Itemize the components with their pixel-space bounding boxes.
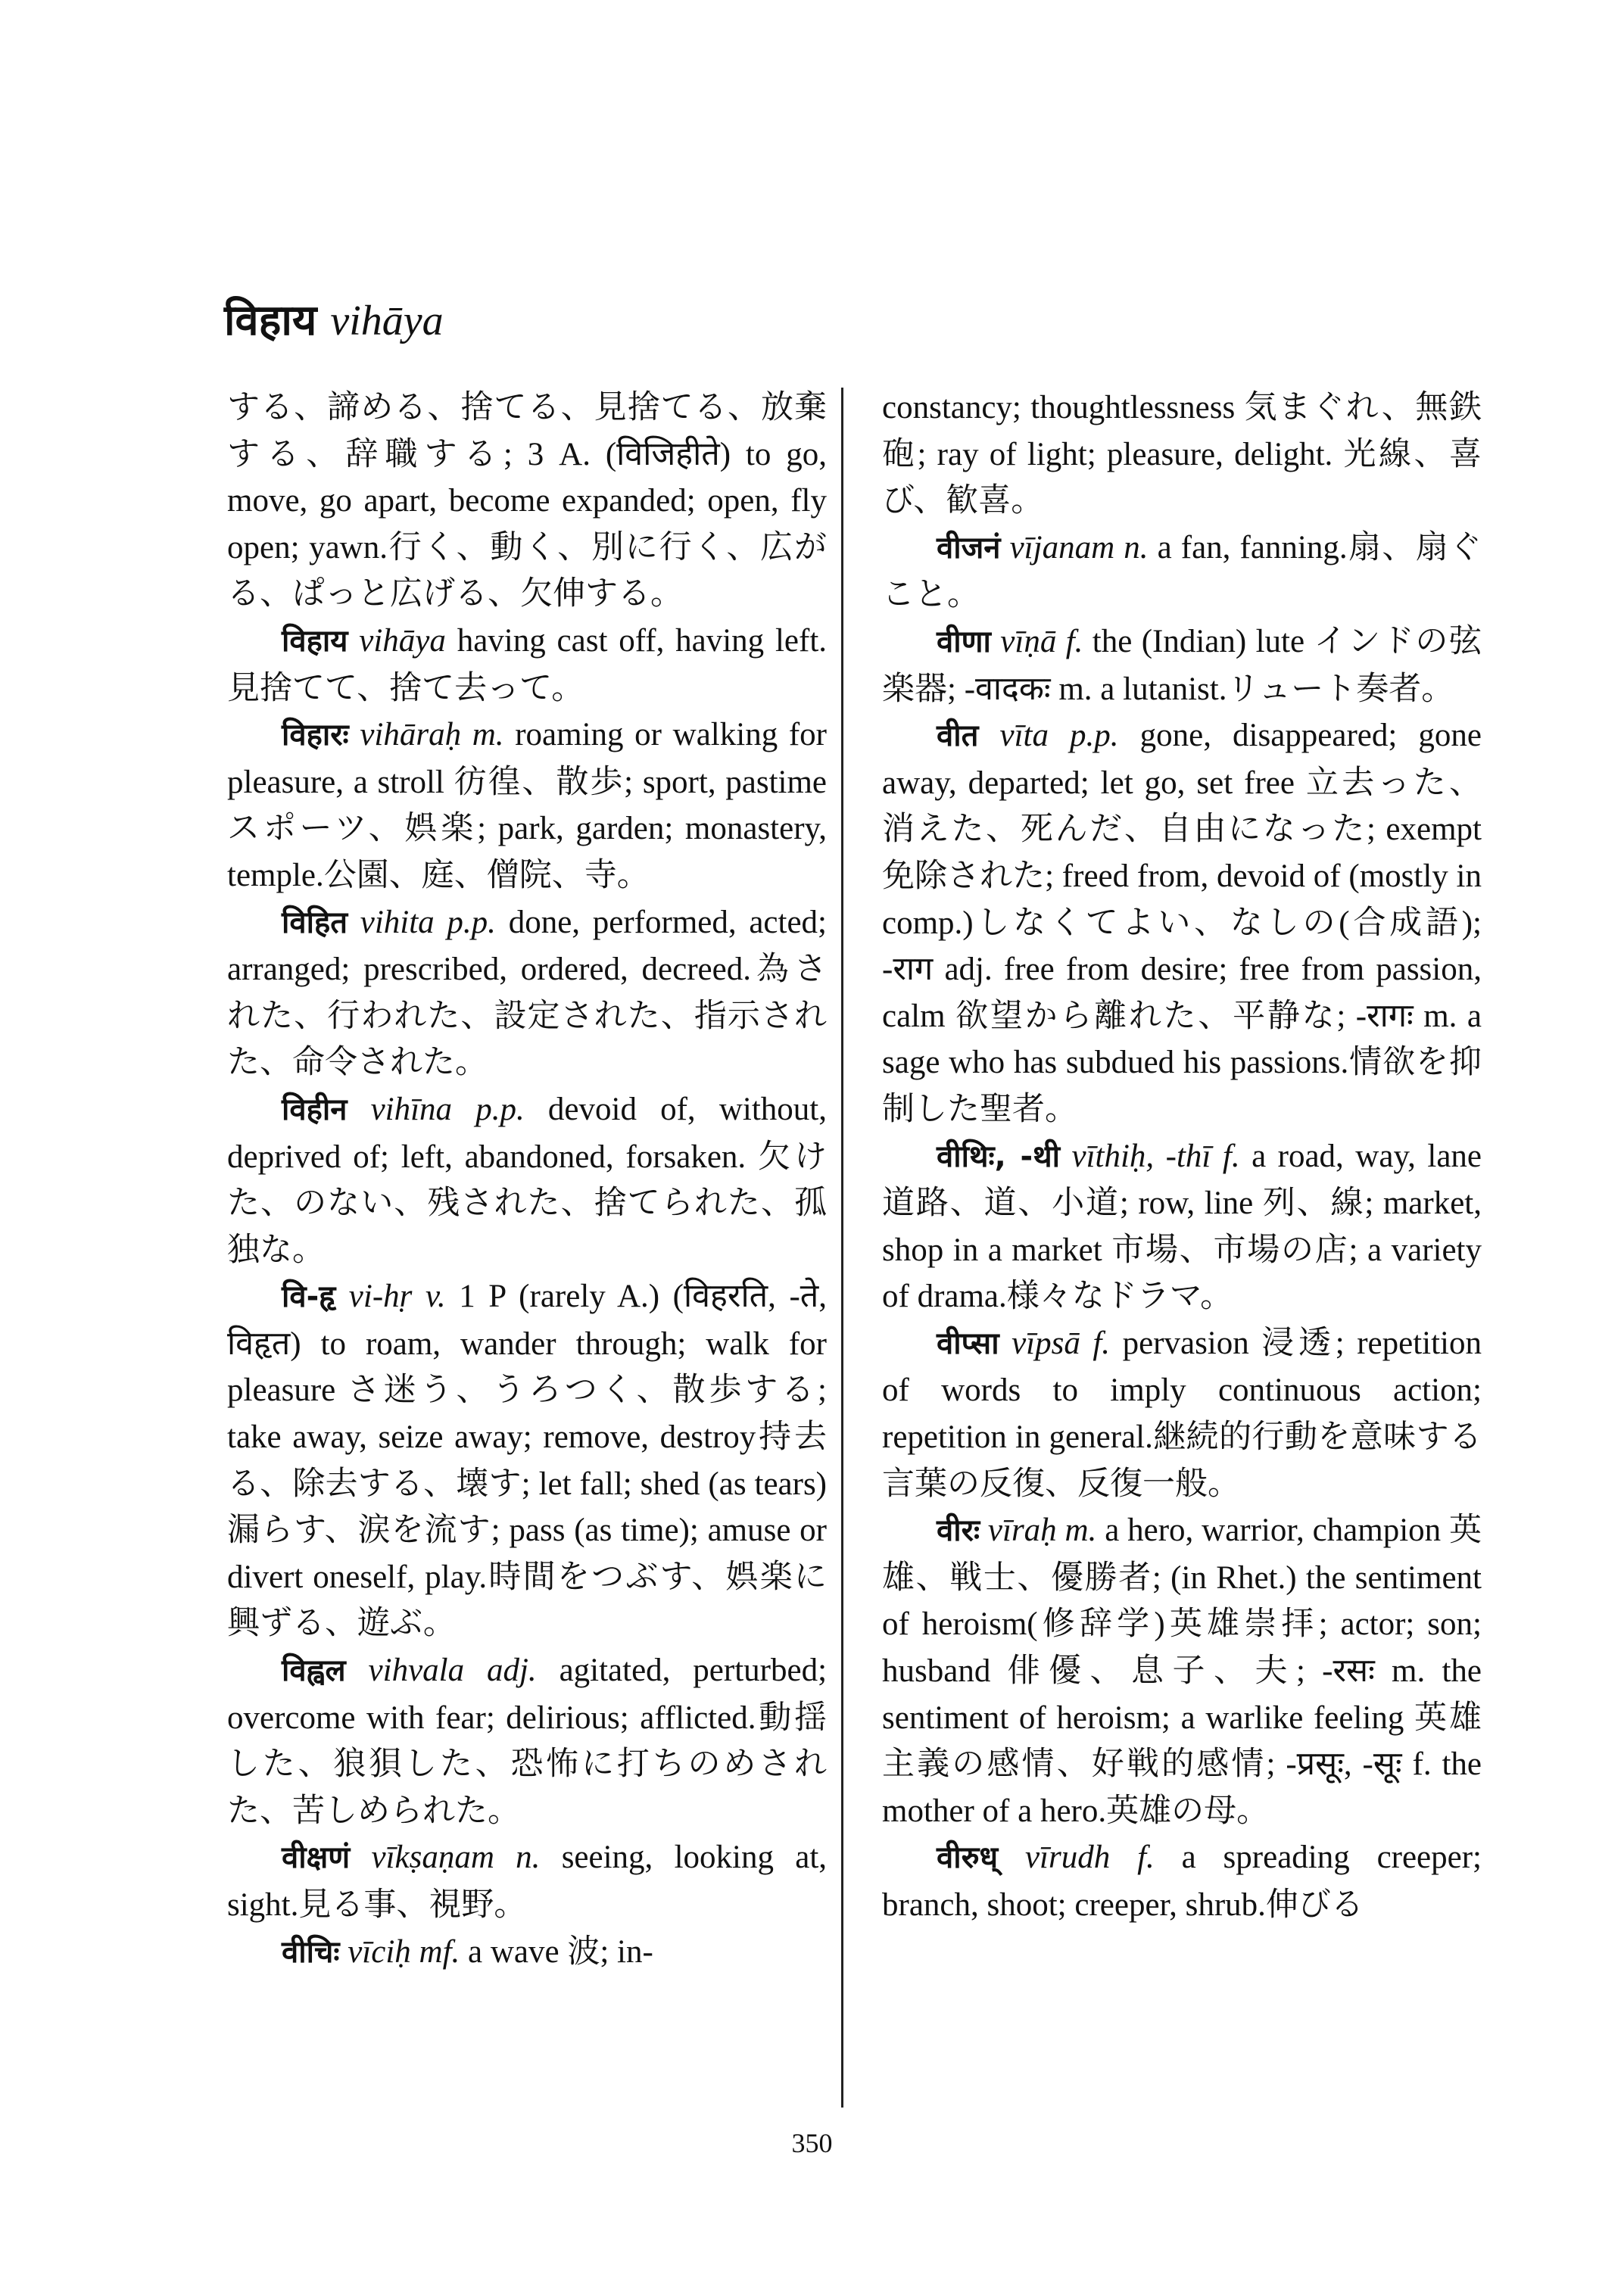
entry-continuation-text: constancy; thoughtlessness 気まぐれ、無鉄砲; ray of light; pleasure, delight. 光線、喜び、歓喜。 <box>882 390 1482 519</box>
entry-headword: विहित <box>282 905 348 940</box>
entry-definition: a hero, warrior, champion 英雄、戦士、優勝者; (in Rhet.) the sentiment of heroism(修辞学)英雄崇拝; actor; son; husband 俳優、息子、夫; -रसः m. the sentiment of heroism; a warlike feeling 英雄主義の感情、好戦的感情; -प्रसूः, -सूः f. the mother of a hero.英雄の母。 <box>882 1513 1482 1829</box>
running-head-devanagari: विहाय <box>224 296 317 345</box>
entry-romanization: vījanam n. <box>1009 529 1149 565</box>
entry-romanization: vīṇā f. <box>1000 623 1083 659</box>
entry <box>882 1320 1482 1507</box>
entry-definition: seeing, looking at, sight.見る事、視野。 <box>227 1840 828 1923</box>
entry-headword: वीरः <box>937 1513 980 1549</box>
entry-definition: pervasion 浸透; repetition of words to imply continuous action; repetition in general.継続的行動を意味する言葉の反復、反復一般。 <box>882 1325 1482 1502</box>
page-number: 350 <box>791 2128 833 2158</box>
entry-headword: वीणा <box>937 624 991 659</box>
entry <box>227 1929 827 1977</box>
entry-definition: gone, disappeared; gone away, departed; let go, set free 立去った、消えた、死んだ、自由になった; exempt 免除された; freed from, devoid of (mostly in comp.)しなくてよい、なしの(合成語); -राग adj. free from desire; free from passion, calm 欲望から離れた、平静な; -रागः m. a sage who has subdued his passions.情欲を抑制した聖者。 <box>882 718 1482 1127</box>
entry-romanization: vihita p.p. <box>360 904 496 940</box>
entry-romanization: vīraḥ m. <box>987 1513 1097 1549</box>
entry-headword: विहारः <box>282 718 349 753</box>
entry-romanization: vihāraḥ m. <box>360 717 504 753</box>
entry-headword: विहीन <box>282 1092 348 1127</box>
entry <box>882 1834 1482 1928</box>
entry-definition: 1 P (rarely A.) (विहरति, -ते, विहृत) to roam, wander through; walk for pleasure さ迷う、うろつく、散歩する; take away, seize away; remove, destroy持去る、除去する、壊す; let fall; shed (as tears)漏らす、涙を流す; pass (as time); amuse or divert oneself, play.時間をつぶす、娯楽に興ずる、遊ぶ。 <box>227 1279 828 1642</box>
entry-romanization: vīciḥ mf. <box>348 1933 460 1970</box>
entry-definition: a road, way, lane 道路、道、小道; row, line 列、線; market, shop in a market 市場、市場の店; a variety of drama.様々なドラマ。 <box>882 1138 1482 1315</box>
entry <box>227 899 827 1086</box>
entry-romanization: vihāya <box>359 622 446 659</box>
entry <box>227 1834 827 1928</box>
entry <box>227 618 827 712</box>
entry-headword: वीक्षणं <box>282 1840 351 1876</box>
entry-definition: the (Indian) lute インドの弦楽器; -वादकः m. a lutanist.リュート奏者。 <box>882 623 1482 707</box>
right-column <box>882 385 1482 1929</box>
entry-continuation <box>882 385 1482 525</box>
entry <box>227 1086 827 1273</box>
entry-continuation-text: する、諦める、捨てる、見捨てる、放棄する、辞職する; 3 A. (विजिहीते) to go, move, go apart, become expanded; open, fly open; yawn.行く、動く、別に行く、広がる、ぱっと広げる、欠伸する。 <box>227 390 827 612</box>
entry-definition: a wave 波; in- <box>468 1933 653 1970</box>
entry-continuation <box>227 385 827 618</box>
column-divider <box>841 388 843 2108</box>
entry-romanization: vi-hṛ v. <box>348 1279 446 1315</box>
entry-headword: वीप्सा <box>937 1326 999 1361</box>
running-head <box>224 291 444 351</box>
entry-definition: a fan, fanning.扇、扇ぐこと。 <box>882 529 1482 613</box>
entry-headword: वि-हृ <box>282 1279 336 1315</box>
entry-definition: roaming or walking for pleasure, a stroll 彷徨、散歩; sport, pastime スポーツ、娯楽; park, garden; monastery, temple.公園、庭、僧院、寺。 <box>227 717 827 893</box>
running-head-roman: vihāya <box>330 298 444 344</box>
entry <box>227 1273 827 1647</box>
entry <box>227 1647 827 1834</box>
entry <box>882 618 1482 712</box>
entry <box>882 525 1482 618</box>
entry-romanization: vīpsā f. <box>1011 1325 1111 1361</box>
entry <box>227 712 827 899</box>
left-column <box>227 385 827 1976</box>
entry-romanization: vīthiḥ, -thī f. <box>1071 1138 1240 1174</box>
entry-headword: वीथिः, -थी <box>937 1139 1060 1174</box>
entry-romanization: vihvala adj. <box>368 1653 537 1689</box>
entry-romanization: vīrudh f. <box>1024 1840 1155 1876</box>
entry-definition: devoid of, without, deprived of; left, abandoned, forsaken. 欠けた、のない、残された、捨てられた、孤独な。 <box>227 1091 827 1268</box>
entry-headword: विह्वल <box>282 1653 346 1689</box>
entry-romanization: vīta p.p. <box>999 718 1119 754</box>
entry-headword: वीजनं <box>937 530 1001 565</box>
entry <box>882 712 1482 1132</box>
entry-romanization: vīkṣaṇam n. <box>371 1840 541 1876</box>
entry-headword: वीत <box>937 718 979 754</box>
entry-definition: done, performed, acted; arranged; prescribed, ordered, decreed.為された、行われた、設定された、指示された、命令された。 <box>227 904 827 1081</box>
entry-romanization: vihīna p.p. <box>370 1091 525 1127</box>
entry-headword: वीरुध् <box>937 1840 999 1876</box>
entry-headword: विहाय <box>282 623 348 659</box>
entry-headword: वीचिः <box>282 1934 340 1970</box>
entry-definition: having cast off, having left.見捨てて、捨て去って。 <box>227 622 828 706</box>
entry-definition: a spreading creeper; branch, shoot; creeper, shrub.伸びる <box>882 1840 1482 1923</box>
entry <box>882 1507 1482 1834</box>
entry-definition: agitated, perturbed; overcome with fear; delirious; afflicted.動揺した、狼狽した、恐怖に打ちのめされた、苦しめられた。 <box>227 1653 828 1829</box>
entry <box>882 1133 1482 1320</box>
